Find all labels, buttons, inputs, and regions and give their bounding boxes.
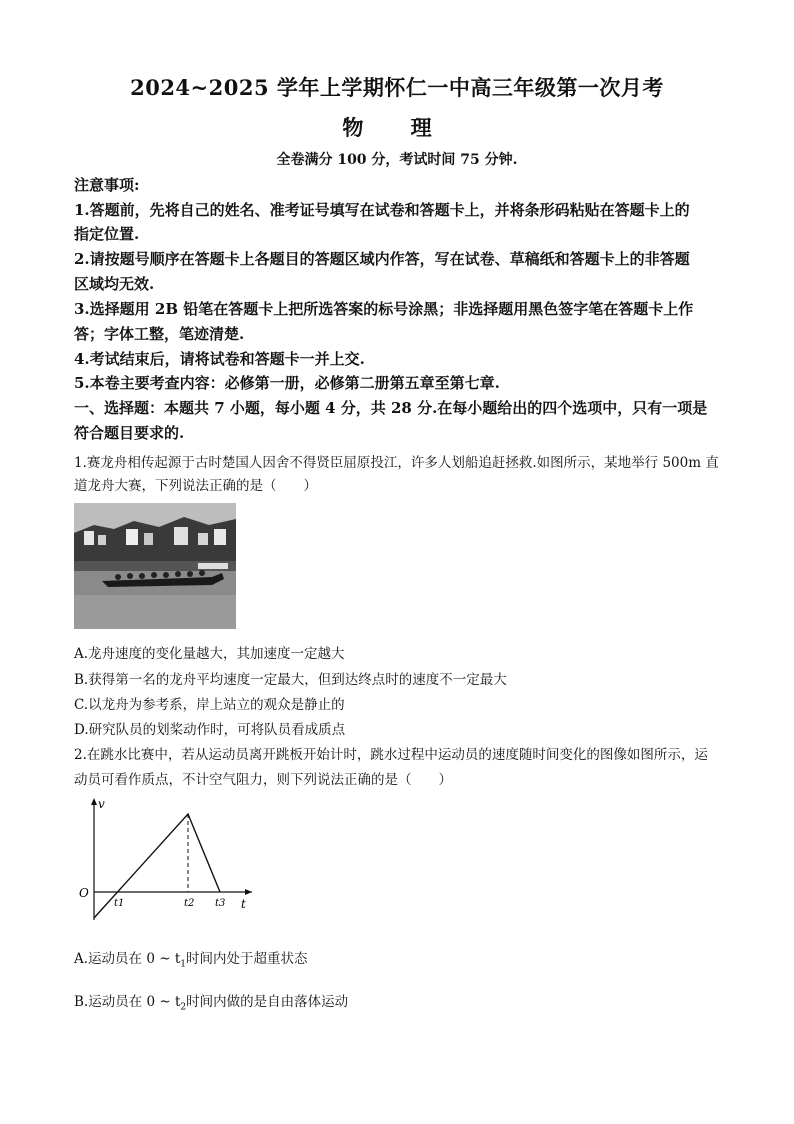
tick-t2: t2 <box>184 898 195 909</box>
dragon-boat-photo <box>74 503 236 629</box>
exam-title: 2024~2025 学年上学期怀仁一中高三年级第一次月考 <box>130 75 664 100</box>
subject-title: 物 理 <box>342 115 452 140</box>
question-2-option-b[interactable]: B.运动员在 0 ~ $t_2$时间内做的是自由落体运动 <box>74 994 349 1013</box>
question-2-stem: 2.在跳水比赛中，若从运动员离开跳板开始计时，跳水过程中运动员的速度随时间变化的图像如图所示，运 <box>74 747 708 763</box>
question-1-option-a[interactable]: A.龙舟速度的变化量越大，其加速度一定越大 <box>74 646 345 662</box>
notes-line: 指定位置. <box>74 225 140 243</box>
notes-line: 2.请按题号顺序在答题卡上各题目的答题区域内作答，写在试卷、草稿纸和答题卡上的非答题 <box>74 250 690 268</box>
exam-meta: 全卷满分 100 分，考试时间 75 分钟. <box>276 152 518 168</box>
notes-heading: 注意事项: <box>74 176 140 194</box>
question-1-stem: 1.赛龙舟相传起源于古时楚国人因舍不得贤臣屈原投江，许多人划船追赶拯救.如图所示，某地举行 500m 直 <box>74 455 719 471</box>
notes-line: 4.考试结束后，请将试卷和答题卡一并上交. <box>74 350 365 368</box>
tick-t1: t1 <box>114 898 125 909</box>
question-1-stem: 道龙舟大赛，下列说法正确的是（ ） <box>74 478 317 494</box>
notes-line: 3.选择题用 2B 铅笔在答题卡上把所选答案的标号涂黑；非选择题用黑色签字笔在答题卡上作 <box>74 300 694 318</box>
notes-line: 答；字体工整，笔迹清楚. <box>74 325 245 343</box>
section-heading: 符合题目要求的. <box>74 424 185 442</box>
t-axis-label: t <box>241 897 246 911</box>
t-axis-arrow <box>245 889 252 895</box>
question-2-stem: 动员可看作质点，不计空气阻力，则下列说法正确的是（ ） <box>74 772 452 788</box>
origin-label: O <box>79 886 89 900</box>
notes-line: 5.本卷主要考查内容：必修第一册，必修第二册第五章至第七章. <box>74 374 500 392</box>
notes-line: 区域均无效. <box>74 275 155 293</box>
v-axis-arrow <box>91 798 97 805</box>
v-axis-label: v <box>98 797 105 811</box>
question-1-option-b[interactable]: B.获得第一名的龙舟平均速度一定最大，但到达终点时的速度不一定最大 <box>74 672 507 688</box>
question-1-option-c[interactable]: C.以龙舟为参考系，岸上站立的观众是静止的 <box>74 697 345 713</box>
question-1-option-d[interactable]: D.研究队员的划桨动作时，可将队员看成质点 <box>74 722 346 738</box>
velocity-time-graph <box>74 794 256 922</box>
section-heading: 一、选择题：本题共 7 小题，每小题 4 分，共 28 分.在每小题给出的四个选项中，只有一项是 <box>74 399 708 417</box>
tick-t3: t3 <box>215 898 226 909</box>
notes-line: 1.答题前，先将自己的姓名、准考证号填写在试卷和答题卡上，并将条形码粘贴在答题卡上的 <box>74 201 690 219</box>
question-2-option-a[interactable]: A.运动员在 0 ~ $t_1$时间内处于超重状态 <box>74 951 308 970</box>
velocity-line <box>94 814 220 918</box>
